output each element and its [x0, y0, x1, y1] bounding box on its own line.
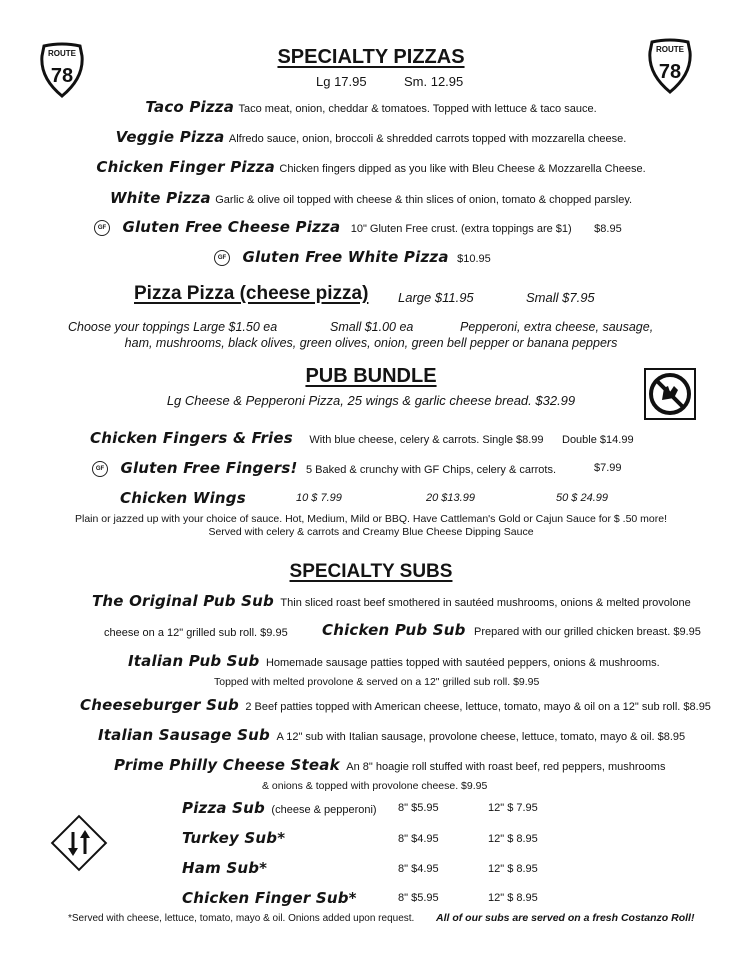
- two-way-arrows-icon: [48, 812, 110, 874]
- item-desc: Prepared with our grilled chicken breast. $9.95: [474, 626, 701, 638]
- gluten-free-icon: GF: [92, 461, 108, 477]
- item-desc: A 12" sub with Italian sausage, provolone cheese, lettuce, tomato, mayo & oil. $8.95: [276, 731, 686, 743]
- item-desc: Garlic & olive oil topped with cheese & thin slices of onion, tomato & chopped parsley.: [215, 194, 633, 206]
- toppings-small: Small $1.00 ea: [330, 320, 414, 334]
- menu-item-gluten-free-cheese-pizza: [94, 218, 622, 237]
- svg-text:78: 78: [658, 61, 682, 83]
- menu-item-gluten-free-white-pizza: [214, 248, 491, 267]
- menu-item-original-pub-sub: [92, 592, 691, 611]
- gluten-free-icon: GF: [94, 220, 110, 236]
- pizza-sub-12-price: 12" $ 7.95: [488, 802, 538, 814]
- sub-row-turkey: Turkey Sub*: [182, 829, 286, 847]
- pub-bundle-desc: Lg Cheese & Pepperoni Pizza, 25 wings & garlic cheese bread. $32.99: [166, 393, 576, 408]
- item-desc: An 8" hoagie roll stuffed with roast beef, red peppers, mushrooms: [346, 761, 666, 773]
- item-desc: Alfredo sauce, onion, broccoli & shredded carrots topped with mozzarella cheese.: [228, 133, 627, 145]
- item-name: Italian Pub Sub: [128, 652, 260, 670]
- item-desc: Chicken fingers dipped as you like with Bleu Cheese & Mozzarella Cheese.: [279, 163, 646, 175]
- ham-sub-8-price: 8" $4.95: [398, 863, 439, 875]
- sub-note: (cheese & pepperoni): [271, 804, 377, 816]
- menu-item-italian-sausage-sub: [98, 726, 685, 745]
- philly-desc-2: & onions & topped with provolone cheese. $9.95: [262, 780, 488, 792]
- specialty-pizzas-title: SPECIALTY PIZZAS: [277, 46, 465, 68]
- original-pub-sub-desc-2: cheese on a 12" grilled sub roll. $9.95: [104, 627, 288, 639]
- no-hand-icon: [644, 368, 696, 420]
- item-name: Cheeseburger Sub: [80, 696, 239, 714]
- sub-row-ham: Ham Sub*: [182, 859, 268, 877]
- svg-text:ROUTE: ROUTE: [48, 49, 76, 58]
- menu-item-chicken-pub-sub: [322, 621, 701, 640]
- item-name: Chicken Finger Pizza: [96, 158, 275, 176]
- ham-sub-12-price: 12" $ 8.95: [488, 863, 538, 875]
- item-name: Gluten Free White Pizza: [242, 248, 449, 266]
- turkey-sub-12-price: 12" $ 8.95: [488, 833, 538, 845]
- gluten-free-icon: GF: [214, 250, 230, 266]
- item-price: $10.95: [457, 253, 491, 265]
- menu-item-white-pizza: [0, 189, 742, 208]
- wings-price-50: 50 $ 24.99: [556, 492, 608, 504]
- item-name: White Pizza: [109, 189, 211, 207]
- item-desc: Taco meat, onion, cheddar & tomatoes. Topped with lettuce & taco sauce.: [238, 103, 597, 115]
- specialty-pizza-small-price: Sm. 12.95: [404, 74, 464, 89]
- toppings-large: Choose your toppings Large $1.50 ea: [68, 320, 278, 334]
- item-name: Italian Sausage Sub: [98, 726, 270, 744]
- subs-footnote-roll: All of our subs are served on a fresh Costanzo Roll!: [436, 912, 695, 924]
- svg-text:78: 78: [50, 65, 74, 87]
- item-name: Prime Philly Cheese Steak: [114, 756, 340, 774]
- toppings-list-1: Pepperoni, extra cheese, sausage,: [460, 320, 654, 334]
- item-desc: With blue cheese, celery & carrots. Single $8.99: [309, 434, 544, 446]
- specialty-subs-title: SPECIALTY SUBS: [289, 561, 453, 582]
- sub-row-chicken-finger: Chicken Finger Sub*: [182, 889, 357, 907]
- item-name: Gluten Free Cheese Pizza: [122, 218, 341, 236]
- pizza-pizza-small-price: Small $7.95: [526, 290, 595, 305]
- sub-name: Pizza Sub: [182, 799, 265, 817]
- specialty-pizza-large-price: Lg 17.95: [316, 74, 367, 89]
- pub-bundle-title: PUB BUNDLE: [305, 365, 437, 387]
- menu-item-chicken-fingers-fries: [90, 429, 634, 448]
- pizza-pizza-large-price: Large $11.95: [398, 290, 474, 305]
- wings-sauce-desc: Plain or jazzed up with your choice of sauce. Hot, Medium, Mild or BBQ. Have Cattleman's Gold or Cajun Sauce for $ .50 more!: [74, 513, 668, 525]
- item-name: Chicken Pub Sub: [322, 621, 466, 639]
- subs-footnote: *Served with cheese, lettuce, tomato, mayo & oil. Onions added upon request.: [68, 913, 415, 924]
- italian-pub-sub-desc-2: Topped with melted provolone & served on a 12" grilled sub roll. $9.95: [214, 676, 540, 688]
- menu-item-cheeseburger-sub: [80, 696, 711, 715]
- item-name: Taco Pizza: [145, 98, 235, 116]
- wings-price-10: 10 $ 7.99: [296, 492, 342, 504]
- menu-item-gluten-free-fingers: [92, 459, 556, 478]
- chicken-wings-name: Chicken Wings: [120, 489, 246, 507]
- menu-item-chicken-finger-pizza: [0, 158, 742, 177]
- item-name: Veggie Pizza: [115, 128, 225, 146]
- item-price-double: Double $14.99: [562, 434, 634, 446]
- item-desc: Thin sliced roast beef smothered in sautéed mushrooms, onions & melted provolone: [280, 597, 691, 609]
- sub-row-pizza: [182, 799, 377, 818]
- chicken-finger-sub-8-price: 8" $5.95: [398, 892, 439, 904]
- pizza-sub-8-price: 8" $5.95: [398, 802, 439, 814]
- item-price: $8.95: [594, 223, 622, 235]
- item-name: The Original Pub Sub: [92, 592, 274, 610]
- item-desc: 10" Gluten Free crust. (extra toppings are $1): [350, 223, 572, 235]
- item-desc: Homemade sausage patties topped with sautéed peppers, onions & mushrooms.: [265, 657, 660, 669]
- svg-text:ROUTE: ROUTE: [656, 45, 684, 54]
- wings-served-desc: Served with celery & carrots and Creamy Blue Cheese Dipping Sauce: [208, 526, 534, 538]
- item-desc: 2 Beef patties topped with American cheese, lettuce, tomato, mayo & oil on a 12" sub roll. $8.95: [245, 701, 711, 713]
- turkey-sub-8-price: 8" $4.95: [398, 833, 439, 845]
- chicken-finger-sub-12-price: 12" $ 8.95: [488, 892, 538, 904]
- menu-item-taco-pizza: [0, 98, 742, 117]
- wings-price-20: 20 $13.99: [426, 492, 475, 504]
- pizza-pizza-title: Pizza Pizza (cheese pizza): [134, 283, 369, 304]
- menu-item-italian-pub-sub: [128, 652, 660, 671]
- item-desc: 5 Baked & crunchy with GF Chips, celery & carrots.: [306, 464, 557, 476]
- item-name: Chicken Fingers & Fries: [90, 429, 293, 447]
- item-name: Gluten Free Fingers!: [120, 459, 298, 477]
- menu-item-veggie-pizza: [0, 128, 742, 147]
- gluten-free-fingers-price: $7.99: [594, 462, 622, 474]
- toppings-list-2: ham, mushrooms, black olives, green olives, onion, green bell pepper or banana peppers: [124, 336, 618, 350]
- menu-item-prime-philly: [114, 756, 665, 775]
